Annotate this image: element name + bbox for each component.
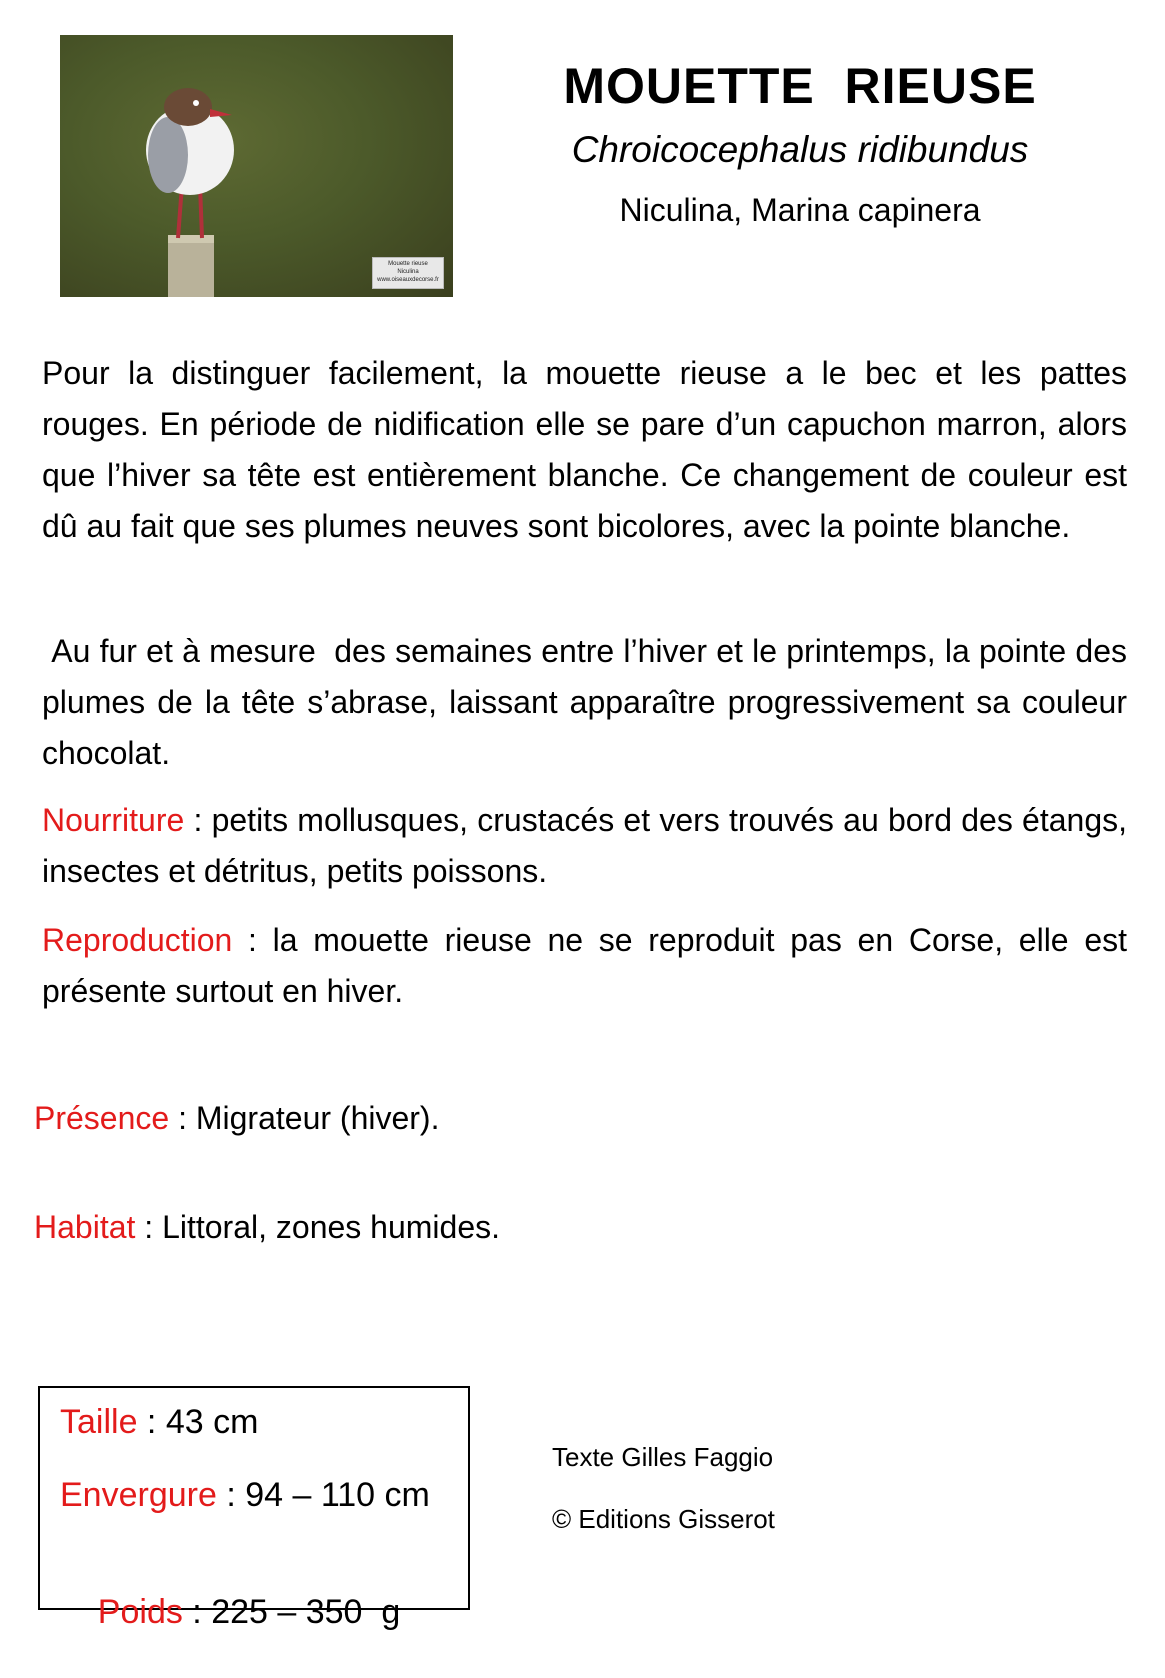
gull-head — [164, 88, 212, 126]
photo-caption-line: Niculina — [397, 269, 419, 275]
publisher-credit: © Editions Gisserot — [552, 1504, 775, 1534]
presence-section — [34, 1093, 1119, 1144]
local-names: Niculina, Marina capinera — [619, 192, 981, 228]
habitat-label: Habitat — [34, 1209, 136, 1245]
stat-envergure — [60, 1473, 468, 1517]
poids-value: : 225 – 350 g — [182, 1593, 401, 1631]
photo-caption — [372, 257, 444, 289]
author-credit: Texte Gilles Faggio — [552, 1442, 774, 1472]
reproduction-text: : la mouette rieuse ne se reproduit pas en Corse, elle est présente surtout en hiver. — [42, 922, 1127, 1009]
envergure-label: Envergure — [60, 1476, 217, 1514]
nourriture-text: : petits mollusques, crustacés et vers trouvés au bord des étangs, insectes et détritus, petits poissons. — [42, 802, 1127, 889]
nourriture-label: Nourriture — [42, 802, 185, 838]
credits — [552, 1440, 775, 1564]
scientific-name: Chroicocephalus ridibundus — [571, 129, 1029, 170]
reproduction-section — [42, 915, 1127, 1017]
habitat-text: : Littoral, zones humides. — [135, 1209, 501, 1245]
taille-label: Taille — [60, 1403, 138, 1441]
gull-beak — [210, 109, 232, 117]
stats-box — [38, 1386, 470, 1631]
envergure-value: : 94 – 110 cm — [216, 1476, 430, 1514]
presence-text: : Migrateur (hiver). — [169, 1100, 440, 1136]
page-title: MOUETTE RIEUSE — [563, 58, 1037, 114]
post — [168, 235, 214, 297]
poids-label: Poids — [97, 1593, 183, 1631]
reproduction-label: Reproduction — [42, 922, 233, 958]
nourriture-section — [42, 795, 1127, 897]
header — [530, 50, 1070, 230]
presence-label: Présence — [34, 1100, 170, 1136]
taille-value: : 43 cm — [137, 1403, 259, 1441]
habitat-section — [34, 1202, 1119, 1253]
stat-taille — [60, 1400, 468, 1444]
description-paragraph-2: Au fur et à mesure des semaines entre l’hiver et le printemps, la pointe des plumes de la tête s’abrase, laissant apparaître progressivement sa couleur chocolat. — [42, 633, 1136, 771]
bird-photo — [60, 35, 453, 297]
photo-caption-line: Mouette rieuse — [388, 261, 428, 267]
description-paragraph-1: Pour la distinguer facilement, la mouette rieuse a le bec et les pattes rouges. En période de nidification elle se pare d’un capuchon marron, alors que l’hiver sa tête est entièrement blanche. Ce changement de couleur est dû au fait que ses plumes neuves sont bicolores, avec la pointe blanche. — [42, 355, 1127, 544]
stat-poids — [60, 1546, 468, 1678]
photo-caption-line: www.oiseauxdecorse.fr — [377, 277, 439, 283]
